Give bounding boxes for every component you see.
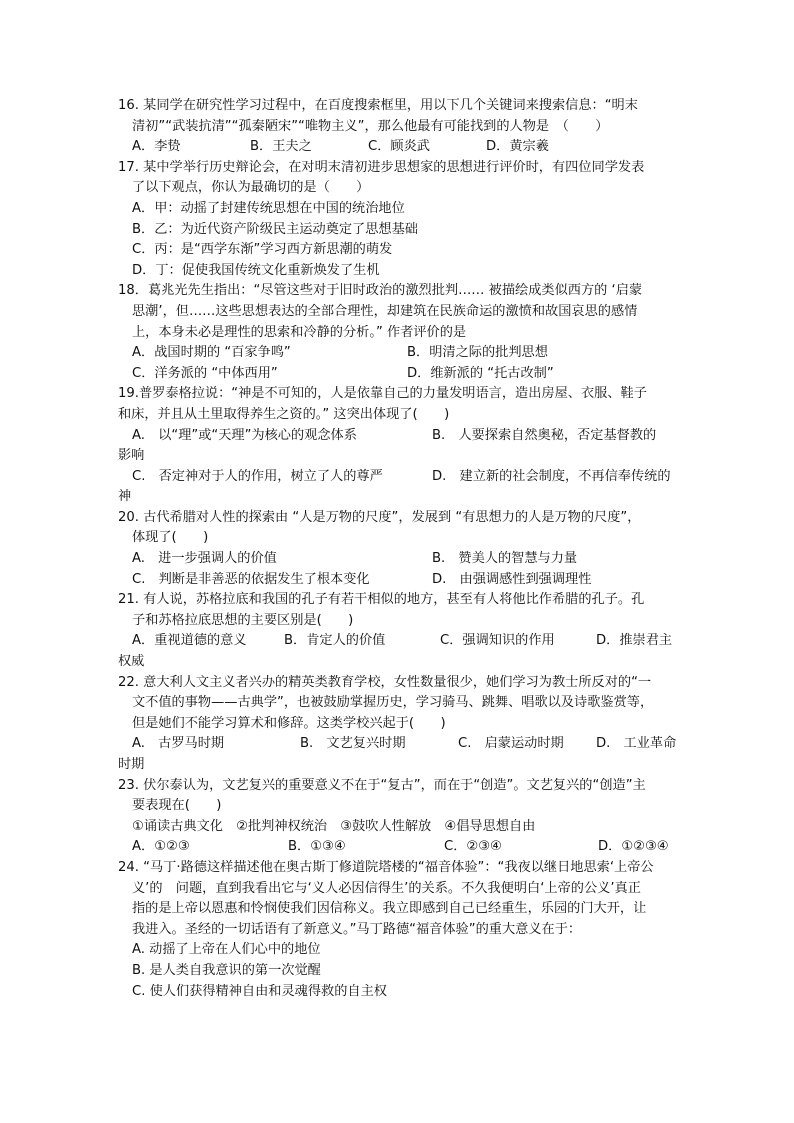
option-b: B. 文艺复兴时期 <box>300 736 406 752</box>
option-c: C. 使人们获得精神自由和灵魂得救的自主权 <box>132 983 387 999</box>
option-d: D. 工业革命 <box>596 736 677 752</box>
option-a: A．李贽 <box>132 139 181 155</box>
question-text: 和床，并且从土里取得养生之资的。” 这突出体现了( ) <box>118 406 450 422</box>
option-b: B. 是人类自我意识的第一次觉醒 <box>132 962 321 978</box>
option-d-wrap: 神 <box>118 489 132 505</box>
question-text: 18．葛兆光先生指出：“尽管这些对于旧时政治的激烈批判…… 被描绘成类似西方的 ‘启蒙 <box>118 283 643 299</box>
option-c: C. 否定神对于人的作用，树立了人的尊严 <box>132 468 383 484</box>
exam-page <box>118 96 688 1002</box>
options-row <box>118 837 688 858</box>
question-text: 21. 有人说，苏格拉底和我国的孔子有若干相似的地方，甚至有人将他比作希腊的孔子。孔 <box>118 592 645 608</box>
option-d: D．黄宗羲 <box>486 139 549 155</box>
question-17 <box>118 158 688 282</box>
question-text: 19.普罗泰格拉说：“神是不可知的，人是依靠自己的力量发明语言，造出房屋、衣服、鞋子 <box>118 386 647 402</box>
option-d: D．维新派的 “托古改制” <box>407 365 554 381</box>
option-d: D．丁：促使我国传统文化重新焕发了生机 <box>132 262 380 278</box>
question-text: 指的是上帝以恩惠和怜悯使我们因信称义。我立即感到自己已经重生，乐园的门大开，让 <box>132 901 647 917</box>
question-text: 要表现在( ) <box>132 798 222 814</box>
option-b: B．王夫之 <box>250 139 312 155</box>
options-row <box>118 467 688 488</box>
option-c: C．洋务派的 “中体西用” <box>132 365 278 381</box>
option-a: A．战国时期的 “百家争鸣” <box>132 345 291 361</box>
option-a: A. 动摇了上帝在人们心中的地位 <box>132 942 321 958</box>
option-b: B．明清之际的批判思想 <box>407 345 548 361</box>
option-d: D. 由强调感性到强调理性 <box>432 571 592 587</box>
option-a: A．重视道德的意义 <box>132 633 247 649</box>
options-row <box>118 343 688 364</box>
option-a: A. 以“理”或“天理”为核心的观念体系 <box>132 427 357 443</box>
question-22 <box>118 673 688 776</box>
option-c: C. 判断是非善恶的依据发生了根本变化 <box>132 571 370 587</box>
option-c: C. 启蒙运动时期 <box>458 736 564 752</box>
question-text: 子和苏格拉底思想的主要区别是( ) <box>132 612 354 628</box>
question-24 <box>118 858 688 1002</box>
option-c: C．②③④ <box>444 839 502 855</box>
options-row <box>118 137 688 158</box>
question-23 <box>118 776 688 858</box>
option-c: C．顾炎武 <box>368 139 430 155</box>
question-20 <box>118 508 688 590</box>
question-text: 了以下观点，你认为最确切的是（ ） <box>132 180 370 196</box>
question-text: 我进入。圣经的一切话语有了新意义。”马丁路德“福音体验”的重大意义在于： <box>132 921 582 937</box>
options-row <box>118 426 688 447</box>
question-text: 义’的 问题，直到我看出它与‘义人必因信得生’的关系。不久我便明白‘上帝的公义’真正 <box>132 880 641 896</box>
option-d-wrap: 时期 <box>118 757 145 772</box>
options-row <box>118 549 688 570</box>
question-text: 24. “马丁·路德这样描述他在奥古斯丁修道院塔楼的“福音体验”：“我夜以继日地思索‘上帝公 <box>118 859 654 875</box>
option-b: B. 赞美人的智慧与力量 <box>432 551 578 567</box>
question-text: 但是她们不能学习算术和修辞。这类学校兴起于( ) <box>132 715 446 731</box>
option-b-wrap: 影响 <box>118 448 145 464</box>
question-16 <box>118 96 688 158</box>
statement-items: ①诵读古典文化 ②批判神权统治 ③鼓吹人性解放 ④倡导思想自由 <box>132 818 536 834</box>
question-text: 20. 古代希腊对人性的探索由 “人是万物的尺度”，发展到 “有思想力的人是万物的尺度”， <box>118 509 641 525</box>
option-b: B．①③④ <box>288 839 346 855</box>
option-d-wrap: 权威 <box>118 654 145 670</box>
options-row <box>118 631 688 652</box>
option-c: C．丙：是“西学东渐”学习西方新思潮的萌发 <box>132 242 393 258</box>
question-text: 上，本身未必是理性的思索和冷静的分析。” 作者评价的是 <box>132 324 467 340</box>
question-text: 22. 意大利人文主义者兴办的精英类教育学校，女性数量很少，她们学习为教士所反对的“一 <box>118 674 652 690</box>
option-b: B. 人要探索自然奥秘，否定基督教的 <box>432 427 657 443</box>
option-a: A．甲：动摇了封建传统思想在中国的统治地位 <box>132 200 405 216</box>
options-row <box>118 570 688 591</box>
options-row <box>118 734 688 755</box>
question-text: 文不值的事物——古典学”，也被鼓励掌握历史，学习骑马、跳舞、唱歌以及诗歌鉴赏等， <box>132 695 654 711</box>
option-d: D. 建立新的社会制度，不再信奉传统的 <box>432 468 671 484</box>
options-row <box>118 364 688 385</box>
question-text: 思潮’，但……这些思想表达的全部合理性，却建筑在民族命运的激愤和故国哀思的感情 <box>132 303 638 319</box>
question-text: 体现了( ) <box>132 530 209 546</box>
question-text: 17. 某中学举行历史辩论会，在对明末清初进步思想家的思想进行评价时，有四位同学发表 <box>118 159 645 175</box>
option-a: A．①②③ <box>132 839 190 855</box>
question-text: 16. 某同学在研究性学习过程中，在百度搜索框里，用以下几个关键词来搜索信息：“明末 <box>118 98 638 113</box>
option-a: A. 进一步强调人的价值 <box>132 551 277 567</box>
question-text: 23. 伏尔泰认为，文艺复兴的重要意义不在于“复古”，而在于“创造”。文艺复兴的“创造”主 <box>118 777 646 793</box>
question-18 <box>118 281 688 384</box>
question-text: 清初”“武装抗清”“孤秦陋宋”“唯物主义”，那么他最有可能找到的人物是 （ ） <box>132 118 609 134</box>
option-a: A. 古罗马时期 <box>132 736 225 752</box>
option-d: D．推崇君主 <box>596 633 673 649</box>
option-b: B．乙：为近代资产阶级民主运动奠定了思想基础 <box>132 221 418 237</box>
option-d: D．①②③④ <box>598 839 669 855</box>
question-19 <box>118 384 688 508</box>
option-c: C．强调知识的作用 <box>440 633 555 649</box>
question-21 <box>118 590 688 672</box>
option-b: B．肯定人的价值 <box>284 633 386 649</box>
